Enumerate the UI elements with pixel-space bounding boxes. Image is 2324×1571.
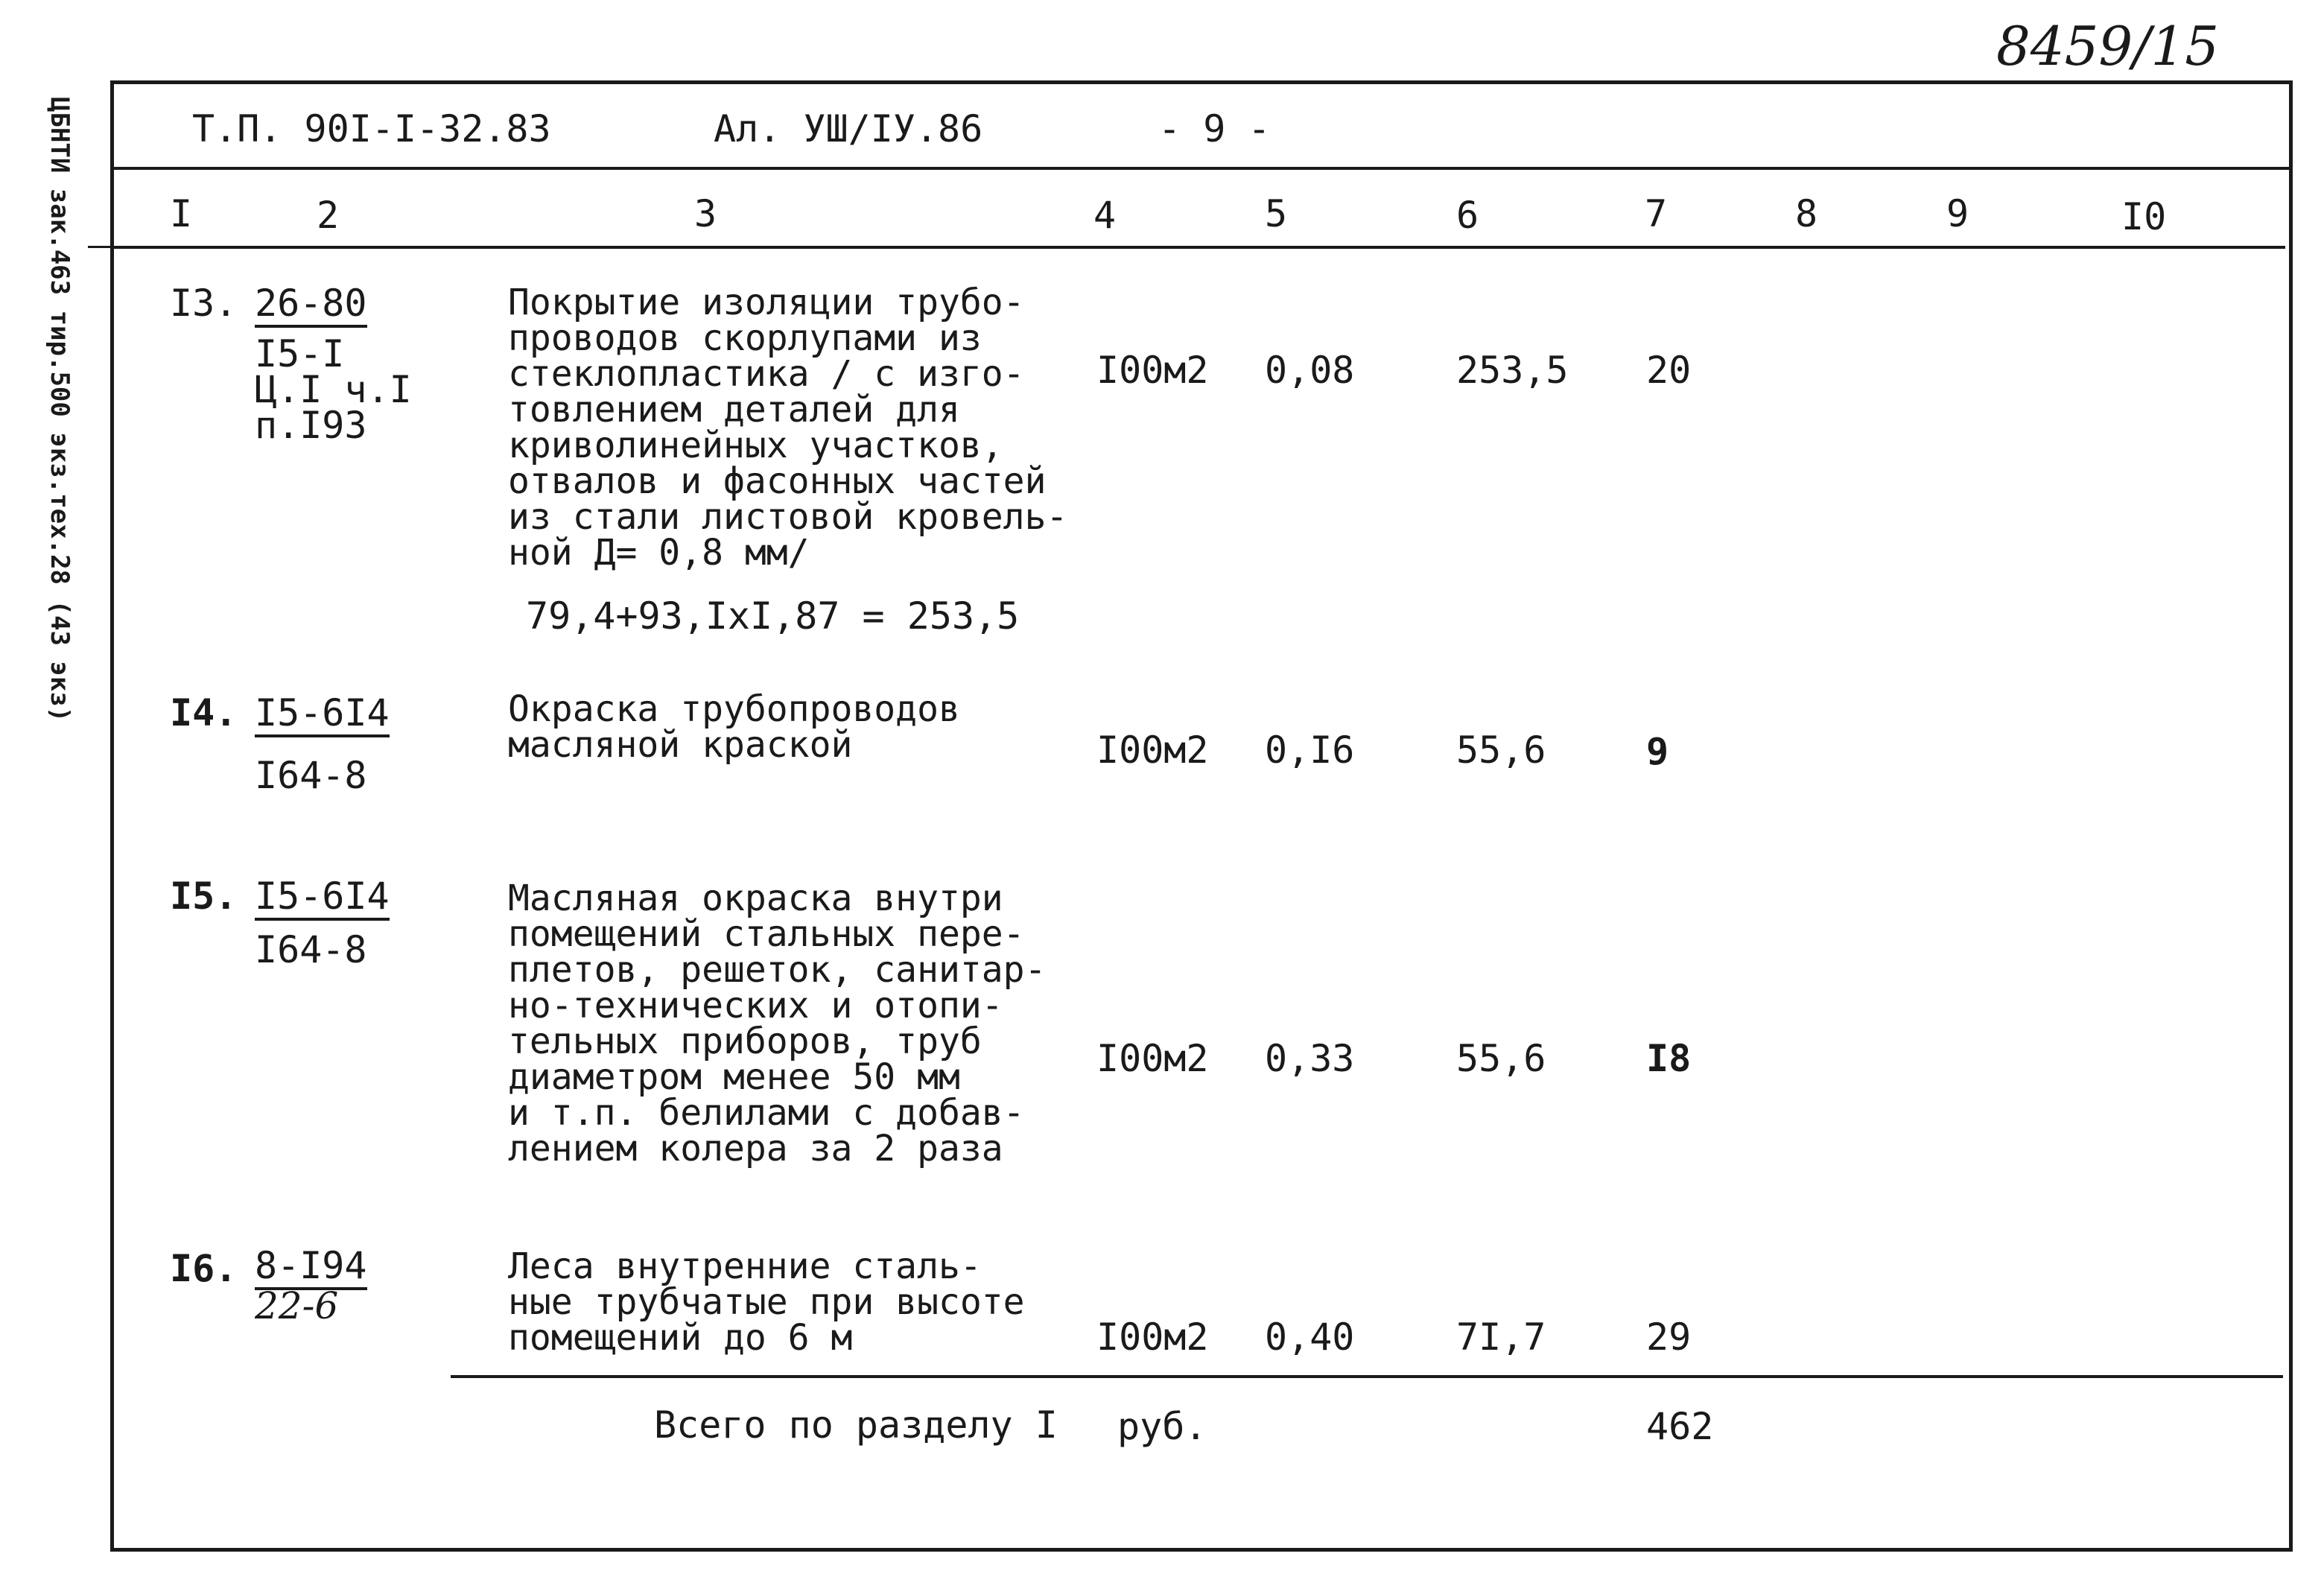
- column-header: 9: [1946, 192, 1969, 235]
- row-number: I4.: [170, 691, 238, 734]
- column-header: I: [170, 192, 193, 235]
- column-header: 7: [1645, 192, 1668, 235]
- column-header: 4: [1093, 194, 1117, 237]
- row-unit: I00м2: [1096, 1037, 1209, 1080]
- row-code-line: 22-6: [255, 1284, 339, 1327]
- column-header: 2: [317, 194, 340, 237]
- row-quantity: 0,33: [1265, 1037, 1355, 1080]
- row-unit: I00м2: [1096, 729, 1209, 772]
- column-header: 8: [1795, 192, 1818, 235]
- row-price: 7I,7: [1456, 1315, 1546, 1359]
- album-code: Ал. УШ/IУ.86: [714, 107, 983, 150]
- row-code-top: I5-6I4: [255, 877, 390, 921]
- summary-unit: руб.: [1117, 1405, 1207, 1448]
- row-description: Покрытие изоляции трубо- проводов скорлупами из стеклопластика / с изго- товлением деталей для криволинейных участков, отвалов и фасонных частей из стали листовой кровель- ной Д= 0,8 мм/: [508, 282, 1068, 574]
- row-code-line: п.I93: [255, 404, 367, 447]
- row-code-line: I5-I: [255, 332, 345, 375]
- row-code-top: 26-80: [255, 285, 367, 328]
- summary-label: Всего по разделу I: [654, 1403, 1058, 1447]
- frame-bottom: [110, 1548, 2293, 1552]
- row-code-top: 8-I94: [255, 1247, 367, 1290]
- column-header: I0: [2121, 195, 2167, 238]
- frame-right: [2289, 80, 2293, 1552]
- row-code-top: I5-6I4: [255, 694, 390, 737]
- row-unit: I00м2: [1096, 349, 1209, 392]
- column-header: 3: [694, 192, 717, 235]
- row-quantity: 0,40: [1265, 1315, 1355, 1359]
- row-price: 55,6: [1456, 1037, 1546, 1080]
- header-rule: [110, 167, 2293, 170]
- margin-note: ЦБНТИ зак.463 тир.500 экз.тех.28 (43 экз): [45, 97, 74, 723]
- project-code: Т.П. 90I-I-32.83: [192, 107, 551, 150]
- row-quantity: 0,08: [1265, 349, 1355, 392]
- row-quantity: 0,I6: [1265, 729, 1355, 772]
- row-code-line: Ц.I ч.I: [255, 368, 412, 411]
- row-price: 253,5: [1456, 349, 1569, 392]
- row-total: 29: [1646, 1315, 1692, 1359]
- page-number: - 9 -: [1158, 107, 1271, 150]
- row-total: 20: [1646, 349, 1692, 392]
- summary-rule: [451, 1375, 2283, 1378]
- frame-left: [110, 80, 114, 1552]
- row-description: Леса внутренние сталь- ные трубчатые при высоте помещений до 6 м: [508, 1245, 1025, 1359]
- column-header: 6: [1456, 194, 1479, 237]
- row-description: Масляная окраска внутри помещений стальных пере- плетов, решеток, санитар- но-технических и отопи- тельных приборов, труб диаметром менее 50 мм и т.п. белилами с добав- лением колера за 2 раза: [508, 877, 1047, 1169]
- frame-top: [110, 80, 2293, 84]
- row-unit: I00м2: [1096, 1315, 1209, 1359]
- row-number: I3.: [170, 282, 238, 325]
- stamp-number: 8459/15: [1996, 15, 2220, 77]
- row-price: 55,6: [1456, 729, 1546, 772]
- margin-tick: [88, 246, 113, 248]
- row-code-line: I64-8: [255, 754, 367, 797]
- column-header-rule: [110, 246, 2285, 249]
- column-header: 5: [1265, 192, 1288, 235]
- row-total: I8: [1646, 1037, 1692, 1080]
- row-description: Окраска трубопроводов масляной краской: [508, 688, 960, 766]
- row-formula: 79,4+93,IxI,87 = 253,5: [526, 594, 1020, 638]
- row-code-line: I64-8: [255, 928, 367, 971]
- summary-total: 462: [1646, 1405, 1714, 1448]
- row-number: I5.: [170, 875, 238, 918]
- row-number: I6.: [170, 1247, 238, 1290]
- row-total: 9: [1646, 730, 1669, 773]
